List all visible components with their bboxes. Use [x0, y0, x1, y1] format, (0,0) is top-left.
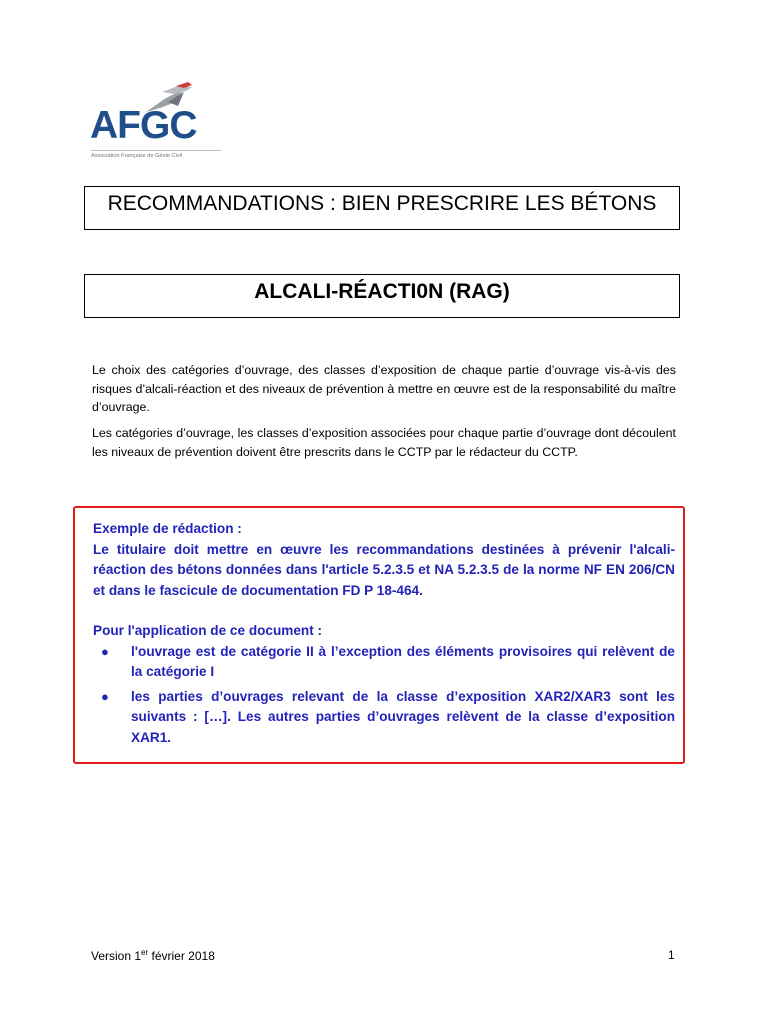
version-superscript: er — [141, 948, 149, 957]
list-item — [93, 642, 675, 683]
application-heading: Pour l'application de ce document : — [93, 623, 323, 638]
list-item — [93, 687, 675, 749]
example-box — [73, 506, 685, 764]
example-bullet-list — [93, 642, 675, 749]
footer-version — [91, 948, 215, 963]
bullet-text: les parties d’ouvrages relevant de la classe d’exposition XAR2/XAR3 sont les suivants : […]. Les autres parties d’ouvrages relèvent de la classe d’exposition XAR1. — [131, 688, 675, 745]
logo-subtitle: Association Française de Génie Civil — [91, 150, 221, 159]
page-number: 1 — [668, 948, 675, 962]
bullet-icon: ● — [101, 688, 109, 704]
example-text: Le titulaire doit mettre en œuvre les recommandations destinées à prévenir l'alcali-réaction des bétons données dans l'article 5.2.3.5 et NA 5.2.3.5 de la norme NF EN 206/CN et dans le fascicule de documentation FD P 18-464. — [93, 541, 675, 598]
logo-wordmark: AFGC — [90, 104, 197, 147]
version-date: février 2018 — [148, 949, 215, 963]
main-title: RECOMMANDATIONS : BIEN PRESCRIRE LES BÉTONS — [84, 186, 680, 230]
example-heading: Exemple de rédaction : — [93, 521, 242, 536]
version-prefix: Version 1 — [91, 949, 142, 963]
cctp-paragraph: Les catégories d’ouvrage, les classes d’exposition associées pour chaque partie d’ouvrage dont découlent les niveaux de prévention doivent être prescrits dans le CCTP par le rédacteur du CCTP. — [92, 426, 676, 459]
intro-paragraph: Le choix des catégories d’ouvrage, des classes d’exposition de chaque partie d’ouvrage vis-à-vis des risques d’alcali-réaction et des niveaux de prévention à mettre en œuvre est de la responsabilité du maître d’ouvrage. — [92, 363, 676, 414]
bullet-text: l'ouvrage est de catégorie II à l’exception des éléments provisoires qui relèvent de la catégorie I — [131, 643, 675, 679]
bullet-icon: ● — [101, 643, 109, 659]
afgc-logo — [88, 82, 218, 162]
section-title: ALCALI-RÉACTI0N (RAG) — [84, 274, 680, 318]
